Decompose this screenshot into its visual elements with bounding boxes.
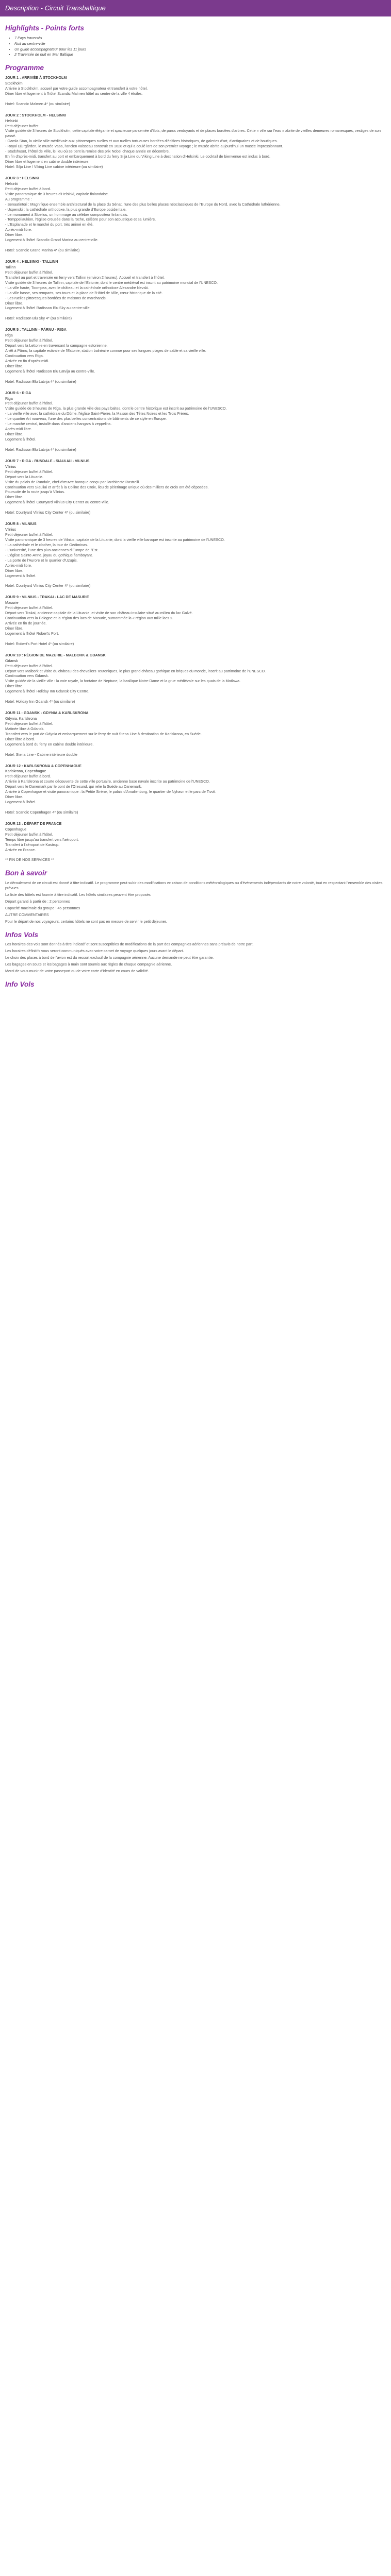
day-title: JOUR 4 : HELSINKI - TALLINN <box>5 259 58 264</box>
day-text-line: - L'université, l'une des plus anciennes d'Europe de l'Est. <box>5 547 99 552</box>
day-text-line: Arrivée à Karlskrona et courte découverte de cette ville portuaire, ancienne base navale inscrite au patrimoine de l'UNESCO. <box>5 779 210 784</box>
day-text-line: Visite du palais de Rundale, chef-d'œuvre baroque conçu par l'architecte Rastrelli. <box>5 479 140 484</box>
day-location: Gdynia, Karlskrona <box>5 716 37 721</box>
day-location: Gdansk <box>5 658 18 663</box>
day-text-line: Matinée libre à Gdansk. <box>5 726 44 731</box>
day-text-line: Petit déjeuner buffet à l'hôtel. <box>5 269 53 275</box>
day-text-line <box>5 747 386 752</box>
day-text-line: Logement à bord du ferry en cabine double intérieure. <box>5 741 94 747</box>
info-vols-heading: Infos Vols <box>5 930 39 939</box>
day-text-line: Visite panoramique de 3 heures de Vilnius, capitale de la Lituanie, dont la vieille ville baroque est inscrite au patrimoine de l'UNESCO. <box>5 537 225 542</box>
day-block <box>5 391 386 452</box>
day-text-line: Départ vers la Lituanie. <box>5 474 43 479</box>
day-text-line <box>5 636 386 641</box>
day-title: JOUR 10 : RÉGION DE MAZURIE - MALBORK & GDANSK <box>5 652 106 657</box>
day-block <box>5 113 386 170</box>
day-text-line <box>5 311 386 316</box>
day-text-line: Visite guidée de la vieille ville : la voie royale, la fontaine de Neptune, la basilique Notre-Dame et la grue médiévale sur les quais de la Motlawa. <box>5 679 241 684</box>
day-text-line: Logement à l'hôtel Scandic Grand Marina au centre-ville. <box>5 238 99 243</box>
day-text-line: Dîner libre. <box>5 300 24 306</box>
day-text-line: - La ville basse, ses remparts, ses tours et la place de l'Hôtel de Ville, cœur historique de la cité. <box>5 290 163 295</box>
day-location: Stockholm <box>5 80 23 86</box>
day-text-line: Petit déjeuner buffet à l'hôtel. <box>5 401 53 406</box>
day-location: Helsinki <box>5 181 19 186</box>
day-text-line: Continuation vers Siauliai et arrêt à la Colline des Croix, lieu de pèlerinage unique où des milliers de croix ont été déposées. <box>5 484 209 489</box>
highlight-item: • 2 Traversée de nuit en Mer Baltique <box>14 52 386 57</box>
day-text-line: Visite guidée de 3 heures de Tallinn, capitale de l'Estonie, dont le centre médiéval est inscrit au patrimoine mondial de l'UNESCO. <box>5 280 218 285</box>
day-text-line: Dîner libre et logement à l'hôtel Scandic Malmen hôtel au centre de la ville 4 étoiles. <box>5 91 143 96</box>
highlights-heading: Highlights - Points forts <box>5 24 84 32</box>
good-to-know-paragraph: Le déroulement de ce circuit est donné à titre indicatif. Le programme peut subir des modifications en raison de conditions météorologiques ou d'événements indépendants de notre volonté, tout en respectant l'ensemble des visites prévues. <box>5 880 383 890</box>
day-text-line: Arrivée à Copenhague et visite panoramique : la Petite Sirène, le palais d'Amalienborg, le quartier de Nyhavn et le parc de Tivoli. <box>5 789 217 794</box>
day-block <box>5 176 386 253</box>
day-location: Vilnius <box>5 464 17 469</box>
day-text-line: - Le marché central, installé dans d'anciens hangars à zeppelins. <box>5 421 112 427</box>
day-text-line <box>5 505 386 510</box>
day-text-line: Dîner libre. <box>5 568 24 573</box>
day-text-line: - Le monument à Sibelius, un hommage au célèbre compositeur finlandais. <box>5 212 128 217</box>
highlight-item: • Nuit au centre-ville <box>14 41 386 46</box>
day-text-line: Départ vers Malbork et visite du château des chevaliers Teutoniques, le plus grand château gothique en briques du monde, inscrit au patrimoine de l'UNESCO. <box>5 668 266 673</box>
day-text-line: Continuation vers Gdansk. <box>5 673 49 679</box>
day-block <box>5 710 386 757</box>
day-text-line: Après-midi libre. <box>5 427 32 432</box>
good-to-know-paragraph: Pour le départ de nos voyageurs, certains hôtels ne sont pas en mesure de servir le petit déjeuner. <box>5 919 167 924</box>
day-text-line: Hotel: Scandic Malmen 4* (ou similaire) <box>5 101 70 106</box>
day-text-line: - Stadshuset, l'hôtel de Ville, le lieu où se tient la remise des prix Nobel chaque année en décembre. <box>5 149 170 154</box>
day-text-line <box>5 853 386 858</box>
day-text-line: Petit déjeuner buffet à bord. <box>5 186 51 191</box>
day-text-line: - L'église Sainte-Anne, joyau du gothique flamboyant. <box>5 552 93 557</box>
day-text-line: Dîner libre. <box>5 625 24 631</box>
good-to-know-section <box>5 880 386 924</box>
day-text-line: Temps libre jusqu'au transfert vers l'aéroport. <box>5 837 79 842</box>
day-block <box>5 764 386 815</box>
day-text-line: - Gamla Stan, la vieille ville médiévale aux pittoresques ruelles et aux ruelles tortueuses bordées d'édifices historiques, de galeries d'art, d'antiquaires et de boutiques. <box>5 139 278 144</box>
day-text-line: Logement à l'hôtel Radisson Blu Sky au centre-ville. <box>5 306 91 311</box>
day-title: JOUR 1 : ARRIVÉE À STOCKHOLM <box>5 75 67 80</box>
day-text-line: Petit déjeuner buffet à l'hôtel. <box>5 832 53 837</box>
day-text-line: Hotel: Radisson Blu Latvija 4* (ou similaire) <box>5 379 76 384</box>
day-text-line: - Senaatintori : Magnifique ensemble architectural de la place du Sénat, l'une des plus belles places néoclassiques de l'Europe du Nord, avec la Cathédrale luthérienne. <box>5 201 281 207</box>
good-to-know-paragraph: Capacité maximale du groupe : 45 personnes <box>5 905 80 910</box>
day-text-line: En fin d'après-midi, transfert au port et embarquement à bord du ferry Silja Line ou Viking Line à destination d'Helsinki. Le cocktail de bienvenue est inclus à bord. <box>5 154 271 159</box>
day-block <box>5 75 386 107</box>
info-vols-paragraph: Le choix des places à bord de l'avion est du ressort exclusif de la compagnie aérienne. Aucune demande ne peut être garantie. <box>5 955 214 960</box>
day-title: JOUR 13 : DÉPART DE FRANCE <box>5 821 62 826</box>
day-text-line: - Les ruelles pittoresques bordées de maisons de marchands. <box>5 295 107 300</box>
day-text-line: ** FIN DE NOS SERVICES ** <box>5 857 54 862</box>
day-block <box>5 521 386 588</box>
day-text-line: Arrivée en fin d'après-midi. <box>5 358 50 363</box>
day-location: Tallinn <box>5 264 16 269</box>
day-title: JOUR 7 : RIGA - RUNDALE - SIAULIAI - VILNIUS <box>5 458 90 463</box>
day-text-line: Petit déjeuner buffet <box>5 123 39 128</box>
day-title: JOUR 6 : RIGA <box>5 390 31 395</box>
day-text-line: - La cathédrale et le clocher, la tour de Gediminas. <box>5 542 88 547</box>
day-text-line: Après-midi libre. <box>5 227 32 232</box>
day-text-line: Poursuite de la route jusqu'à Vilnius. <box>5 489 65 495</box>
good-to-know-paragraph: AUTRE COMMENTAIRES <box>5 912 49 917</box>
day-text-line: Hotel: Courtyard Vilnius City Center 4* (ou similaire) <box>5 583 91 588</box>
highlight-item: • Un guide accompagnateur pour les 11 jours <box>14 47 386 52</box>
day-text-line: Petit déjeuner buffet à l'hôtel. <box>5 721 53 726</box>
day-block <box>5 821 386 863</box>
day-text-line: Hotel: Stena Line - Cabine intérieure double <box>5 752 77 757</box>
day-text-line: Dîner libre. <box>5 232 24 238</box>
day-location: Helsinki <box>5 118 19 123</box>
day-text-line <box>5 694 386 699</box>
day-location: Masurie <box>5 600 19 605</box>
day-text-line: Logement à l'hôtel. <box>5 800 37 805</box>
day-block <box>5 259 386 321</box>
day-text-line: Hotel: Scandic Grand Marina 4* (ou similaire) <box>5 248 80 253</box>
day-text-line: Après-midi libre. <box>5 563 32 568</box>
day-text-line: Transfert à l'aéroport de Kastrup. <box>5 842 59 847</box>
program-days <box>5 75 386 862</box>
day-text-line: Hotel: Robert's Port Hotel 4* (ou similaire) <box>5 641 74 646</box>
day-text-line: Petit déjeuner buffet à bord. <box>5 774 51 779</box>
day-text-line: Logement à l'hôtel. <box>5 573 37 578</box>
day-text-line: Visite guidée de 3 heures de Stockholm, cette capitale élégante et spacieuse parsemée d'îlots, de parcs verdoyants et de places bordées d'arbres. Cette « ville sur l'eau » abrite de vieilles demeures romanesques, vestiges de son passé. <box>5 128 381 139</box>
day-text-line <box>5 243 386 248</box>
day-block <box>5 459 386 515</box>
day-text-line: Dîner libre. <box>5 794 24 800</box>
day-text-line: Arrivée à Stockholm, accueil par votre guide accompagnateur et transfert à votre hôtel. <box>5 86 148 91</box>
day-text-line: Logement à l'hôtel. <box>5 437 37 442</box>
day-text-line <box>5 374 386 379</box>
program-heading: Programme <box>5 64 44 72</box>
day-text-line: Au programme : <box>5 196 32 201</box>
page-title-banner <box>0 0 391 16</box>
day-location: Riga <box>5 333 13 338</box>
day-location: Karlskrona, Copenhague <box>5 769 46 774</box>
day-title: JOUR 3 : HELSINKI <box>5 175 39 180</box>
day-text-line: Dîner libre. <box>5 363 24 368</box>
day-location: Vilnius <box>5 527 17 532</box>
day-text-line: - La ville haute, Toompea, avec le château et la cathédrale orthodoxe Alexandre Nevski. <box>5 285 150 290</box>
day-text-line: - L'Esplanade et le marché du port, très animé en été. <box>5 222 94 227</box>
day-text-line <box>5 805 386 810</box>
day-text-line: Dîner libre. <box>5 495 24 500</box>
highlights-list <box>5 36 386 58</box>
highlight-item: • 7 Pays traversés <box>14 36 386 41</box>
day-text-line: Hotel: Radisson Blu Sky 4* (ou similaire) <box>5 316 72 321</box>
info-vols-section <box>5 942 386 974</box>
day-text-line: Transfert au port et traversée en ferry vers Tallinn (environ 2 heures). Accueil et transfert à l'hôtel. <box>5 275 165 280</box>
day-location: Copenhague <box>5 826 27 832</box>
day-text-line: Logement à l'hôtel Courtyard Vilnius City Center au centre-ville. <box>5 500 109 505</box>
day-text-line: Continuation vers Riga. <box>5 353 44 358</box>
good-to-know-paragraph: La liste des hôtels est fournie à titre indicatif. Les hôtels similaires peuvent être proposés. <box>5 892 152 897</box>
day-text-line: Départ vers le Danemark par le pont de l'Øresund, qui relie la Suède au Danemark. <box>5 784 142 789</box>
day-text-line <box>5 578 386 583</box>
day-title: JOUR 11 : GDANSK - GDYNIA & KARLSKRONA <box>5 710 89 716</box>
day-text-line: Transfert vers le port de Gdynia et embarquement sur le ferry de nuit Stena Line à destination de Karlskrona, en Suède. <box>5 731 202 736</box>
day-text-line: Arrêt à Pärnu, la capitale estivale de l'Estonie, station balnéaire connue pour ses longues plages de sable et sa vieille ville. <box>5 348 206 353</box>
info-vols-paragraph: Les horaires des vols sont donnés à titre indicatif et sont susceptibles de modifications de la part des compagnies aériennes sans préavis de notre part. <box>5 942 254 947</box>
day-text-line: Petit déjeuner buffet à l'hôtel. <box>5 469 53 474</box>
day-block <box>5 327 386 384</box>
day-title: JOUR 12 : KARLSKRONA & COPENHAGUE <box>5 763 82 768</box>
day-text-line: Hotel: Holiday Inn Gdansk 4* (ou similaire) <box>5 699 75 704</box>
day-text-line: Hotel: Courtyard Vilnius City Center 4* (ou similaire) <box>5 510 91 515</box>
day-text-line: Visite guidée de 3 heures de Riga, la plus grande ville des pays baltes, dont le centre historique est inscrit au patrimoine de l'UNESCO. <box>5 406 227 411</box>
day-title: JOUR 9 : VILNIUS - TRAKAI - LAC DE MASURIE <box>5 595 89 600</box>
info-vols-paragraph: Les horaires définitifs vous seront communiqués avec votre carnet de voyage quelques jours avant le départ. <box>5 948 184 954</box>
good-to-know-paragraph: Départ garanti à partir de : 2 personnes <box>5 899 70 904</box>
day-text-line <box>5 442 386 447</box>
footer-heading: Info Vols <box>5 980 35 988</box>
day-title: JOUR 5 : TALLINN - PÄRNU - RIGA <box>5 327 67 332</box>
day-text-line <box>5 96 386 101</box>
day-text-line: Arrivée en France. <box>5 847 36 852</box>
day-text-line: - La porte de l'Aurore et le quartier d'Uzupis. <box>5 557 78 563</box>
info-vols-paragraph: Les bagages en soute et les bagages à main sont soumis aux règles de chaque compagnie aérienne. <box>5 962 172 967</box>
day-text-line: Logement à l'hôtel Robert's Port. <box>5 631 59 636</box>
day-text-line: Logement à l'hôtel Radisson Blu Latvija au centre-ville. <box>5 368 95 374</box>
day-text-line: Dîner libre. <box>5 684 24 689</box>
day-text-line: Dîner libre à bord. <box>5 736 35 741</box>
day-title: JOUR 8 : VILNIUS <box>5 521 37 527</box>
day-text-line: Visite panoramique de 3 heures d'Helsinki, capitale finlandaise. <box>5 191 109 196</box>
good-to-know-heading: Bon à savoir <box>5 869 47 877</box>
page-title: Description - Circuit Transbaltique <box>5 4 106 12</box>
day-block <box>5 595 386 646</box>
day-text-line: - La vieille ville avec la cathédrale du Dôme, l'église Saint-Pierre, la Maison des Têtes Noires et les Trois Frères. <box>5 411 189 416</box>
day-title: JOUR 2 : STOCKHOLM - HELSINKI <box>5 112 67 117</box>
day-text-line: Logement à l'hôtel Holiday Inn Gdansk City Centre. <box>5 689 90 694</box>
day-text-line: - Le quartier Art nouveau, l'une des plus belles concentrations de bâtiments de ce style en Europe. <box>5 416 167 421</box>
day-text-line: Petit déjeuner buffet à l'hôtel. <box>5 663 53 668</box>
day-text-line: - Uspenski : la cathédrale orthodoxe, la plus grande d'Europe occidentale. <box>5 207 127 212</box>
day-text-line: Dîner libre. <box>5 432 24 437</box>
day-text-line: - Royal Djurgården, le musée Vasa, l'ancien vaisseau construit en 1628 et qui a coulé lors de son premier voyage ; le musée abrite aujourd'hui un musée impressionnant. <box>5 144 283 149</box>
day-text-line: Hotel: Scandic Copenhagen 4* (ou similaire) <box>5 809 78 815</box>
day-text-line: Petit déjeuner buffet à l'hôtel. <box>5 338 53 343</box>
day-text-line: - Temppeliaukion, l'église creusée dans la roche, célèbre pour son acoustique et sa lumière. <box>5 217 156 222</box>
day-text-line: Départ vers Trakai, ancienne capitale de la Lituanie, et visite de son château insulaire situé au milieu du lac Galvé. <box>5 611 193 616</box>
day-text-line: Petit déjeuner buffet à l'hôtel. <box>5 532 53 537</box>
info-vols-paragraph: Merci de vous munir de votre passeport ou de votre carte d'identité en cours de validité. <box>5 968 149 973</box>
day-text-line: Arrivée en fin de journée. <box>5 621 47 625</box>
day-text-line: Hotel: Radisson Blu Latvija 4* (ou similaire) <box>5 447 76 452</box>
day-text-line: Continuation vers la Pologne et la région des lacs de Masurie, surnommée la « région aux mille lacs ». <box>5 616 174 621</box>
day-text-line: Petit déjeuner buffet à l'hôtel. <box>5 605 53 611</box>
day-text-line: Dîner libre et logement en cabine double intérieure. <box>5 159 90 164</box>
main-content <box>0 16 391 990</box>
day-block <box>5 653 386 704</box>
day-text-line: Départ vers la Lettonie en traversant la campagne estonienne. <box>5 343 108 348</box>
day-location: Riga <box>5 396 13 401</box>
day-text-line: Hotel: Silja Line / Viking Line cabine intérieure (ou similaire) <box>5 164 103 169</box>
